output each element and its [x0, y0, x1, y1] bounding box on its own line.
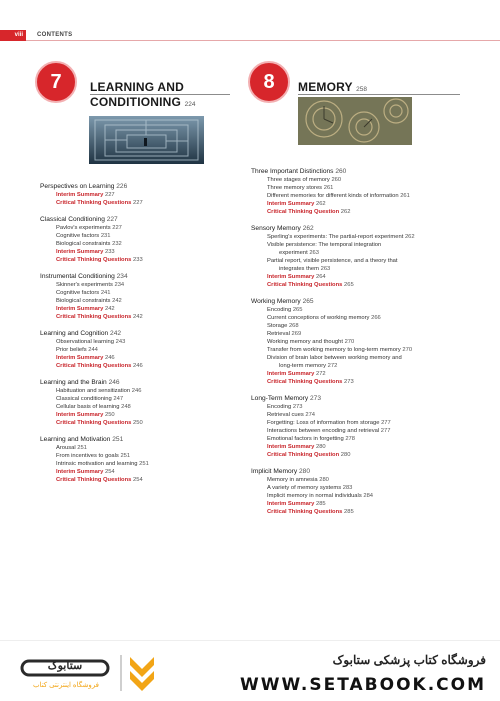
- entry-text: Visible persistence: The temporal integration: [267, 242, 382, 248]
- entry-page: 266: [371, 315, 381, 321]
- entry-page: 251: [77, 445, 87, 451]
- entry-text: Prior beliefs: [56, 347, 87, 353]
- toc-entry[interactable]: [40, 444, 230, 452]
- entry-text: Memory in amnesia: [267, 477, 318, 483]
- toc-entry[interactable]: [251, 346, 481, 354]
- entry-text: Critical Thinking Questions: [267, 509, 343, 515]
- toc-entry[interactable]: [251, 306, 481, 314]
- toc-entry-continuation[interactable]: [251, 265, 481, 273]
- section-title: Learning and Cognition: [40, 330, 109, 337]
- entry-text: Division of brain labor between working memory and: [267, 355, 402, 361]
- toc-entry[interactable]: [251, 233, 481, 241]
- chapter-title-line2: CONDITIONING: [90, 95, 182, 109]
- entry-text: Critical Thinking Questions: [56, 420, 132, 426]
- section-heading[interactable]: [40, 182, 230, 191]
- entry-page: 284: [363, 493, 374, 499]
- entry-text: Interim Summary: [56, 249, 104, 255]
- entry-text: A variety of memory systems: [267, 485, 342, 491]
- entry-text: experiment: [279, 250, 308, 256]
- toc-entry[interactable]: [251, 427, 481, 435]
- entry-text: Interim Summary: [56, 355, 104, 361]
- entry-text: Retrieval cues: [267, 412, 304, 418]
- entry-page: 273: [344, 379, 354, 385]
- entry-page: 277: [381, 420, 391, 426]
- toc-entry[interactable]: [251, 419, 481, 427]
- chapter-page: 224: [184, 101, 196, 108]
- entry-text: Encoding: [267, 404, 292, 410]
- interim-summary-entry[interactable]: [251, 500, 481, 508]
- toc-entry-continuation[interactable]: [251, 362, 481, 370]
- toc-entry[interactable]: [251, 184, 481, 192]
- section-page: 227: [106, 216, 118, 223]
- toc-entry-continuation[interactable]: [251, 249, 481, 257]
- toc-entry[interactable]: [40, 240, 230, 248]
- entry-page: 283: [342, 485, 353, 491]
- section-title: Instrumental Conditioning: [40, 273, 115, 280]
- entry-page: 270: [402, 347, 413, 353]
- toc-entry[interactable]: [40, 452, 230, 460]
- entry-text: Interim Summary: [267, 201, 315, 207]
- entry-text: Critical Thinking Questions: [267, 379, 343, 385]
- entry-page: 246: [131, 388, 142, 394]
- entry-page: 251: [139, 461, 149, 467]
- toc-entry[interactable]: [40, 403, 230, 411]
- section-heading[interactable]: [40, 329, 230, 338]
- entry-page: 261: [323, 185, 334, 191]
- setabook-logo: [8, 651, 158, 695]
- entry-page: 277: [380, 428, 391, 434]
- entry-page: 264: [315, 274, 326, 280]
- section-title: Classical Conditioning: [40, 216, 105, 223]
- entry-text: Interim Summary: [56, 469, 104, 475]
- entry-text: Arousal: [56, 445, 76, 451]
- running-head: CONTENTS: [37, 32, 73, 38]
- entry-text: Critical Thinking Question: [267, 452, 340, 458]
- entry-page: 233: [133, 257, 143, 263]
- interim-summary-entry[interactable]: [40, 468, 230, 476]
- entry-page: 241: [100, 290, 111, 296]
- entry-text: Current conceptions of working memory: [267, 315, 370, 321]
- entry-page: 263: [309, 250, 319, 256]
- entry-text: Three memory stores: [267, 185, 323, 191]
- entry-page: 243: [115, 339, 126, 345]
- entry-page: 285: [315, 501, 326, 507]
- entry-text: Sperling's experiments: The partial-report experiment: [267, 234, 404, 240]
- entry-text: Skinner's experiments: [56, 282, 113, 288]
- section-page: 246: [108, 379, 120, 386]
- interim-summary-entry[interactable]: [40, 191, 230, 199]
- toc-entry[interactable]: [40, 224, 230, 232]
- entry-page: 265: [344, 282, 354, 288]
- section-heading[interactable]: [251, 224, 481, 233]
- entry-page: 265: [292, 307, 303, 313]
- entry-page: 232: [112, 241, 122, 247]
- interim-summary-entry[interactable]: [40, 411, 230, 419]
- entry-page: 242: [104, 306, 115, 312]
- section-page: 242: [110, 330, 122, 337]
- entry-page: 250: [133, 420, 143, 426]
- entry-text: Different memories for different kinds of information: [267, 193, 399, 199]
- entry-text: Storage: [267, 323, 288, 329]
- critical-thinking-entry[interactable]: [251, 508, 481, 516]
- section-title: Implicit Memory: [251, 468, 298, 475]
- entry-page: 270: [344, 339, 355, 345]
- critical-thinking-entry[interactable]: [40, 476, 230, 484]
- entry-page: 244: [88, 347, 98, 353]
- page-header: [0, 30, 500, 44]
- critical-thinking-entry[interactable]: [40, 313, 230, 321]
- entry-text: Three stages of memory: [267, 177, 330, 183]
- entry-page: 250: [104, 412, 115, 418]
- toc-entry[interactable]: [40, 338, 230, 346]
- section-page: 273: [310, 395, 322, 402]
- toc-entry[interactable]: [40, 460, 230, 468]
- entry-page: 278: [345, 436, 355, 442]
- chapter-title-line1: MEMORY: [298, 80, 353, 94]
- entry-text: Interactions between encoding and retrieval: [267, 428, 380, 434]
- section-page: 260: [335, 168, 347, 175]
- entry-text: Intrinsic motivation and learning: [56, 461, 138, 467]
- entry-page: 269: [291, 331, 302, 337]
- toc-entry[interactable]: [251, 338, 481, 346]
- entry-text: Encoding: [267, 307, 292, 313]
- entry-text: Classical conditioning: [56, 396, 112, 402]
- entry-page: 272: [327, 363, 338, 369]
- section-page: 265: [302, 298, 314, 305]
- entry-text: Implicit memory in normal individuals: [267, 493, 362, 499]
- entry-page: 261: [400, 193, 410, 199]
- header-rule: [26, 40, 500, 41]
- toc-entry[interactable]: [40, 346, 230, 354]
- clockwork-photo: [298, 97, 412, 145]
- entry-text: Emotional factors in forgetting: [267, 436, 344, 442]
- section-heading[interactable]: [40, 435, 230, 444]
- entry-text: Observational learning: [56, 339, 115, 345]
- entry-text: Biological constraints: [56, 241, 111, 247]
- chapter-rule: [90, 94, 230, 95]
- entry-page: 254: [133, 477, 143, 483]
- entry-text: Cellular basis of learning: [56, 404, 120, 410]
- logo-subtext: فروشگاه اینترنتی کتاب: [32, 682, 100, 689]
- critical-thinking-entry[interactable]: [40, 419, 230, 427]
- entry-text: Habituation and sensitization: [56, 388, 131, 394]
- toc-entry[interactable]: [251, 322, 481, 330]
- entry-page: 242: [112, 298, 122, 304]
- section-heading[interactable]: [40, 272, 230, 281]
- toc-entry[interactable]: [40, 387, 230, 395]
- entry-page: 246: [104, 355, 115, 361]
- interim-summary-entry[interactable]: [251, 200, 481, 208]
- entry-text: Interim Summary: [267, 444, 315, 450]
- section-title: Three Important Distinctions: [251, 168, 334, 175]
- entry-page: 227: [133, 200, 143, 206]
- entry-page: 251: [120, 453, 131, 459]
- toc-entry[interactable]: [40, 289, 230, 297]
- toc-entry[interactable]: [40, 297, 230, 305]
- section-title: Working Memory: [251, 298, 301, 305]
- toc-entry[interactable]: [40, 232, 230, 240]
- entry-text: Working memory and thought: [267, 339, 343, 345]
- maze-photo: [89, 116, 204, 164]
- entry-page: 231: [100, 233, 111, 239]
- entry-text: Biological constraints: [56, 298, 111, 304]
- entry-page: 262: [315, 201, 326, 207]
- section-heading[interactable]: [251, 467, 481, 476]
- section-title: Long-Term Memory: [251, 395, 309, 402]
- toc-entry[interactable]: [251, 330, 481, 338]
- logo-text: ستابوک: [47, 660, 83, 672]
- interim-summary-entry[interactable]: [40, 354, 230, 362]
- shop-name: فروشگاه کتاب پزشکی ستابوک: [332, 653, 486, 667]
- entry-page: 262: [404, 234, 415, 240]
- critical-thinking-entry[interactable]: [40, 199, 230, 207]
- chapter-7-title: [90, 80, 195, 112]
- entry-page: 262: [340, 209, 351, 215]
- interim-summary-entry[interactable]: [251, 273, 481, 281]
- critical-thinking-entry[interactable]: [251, 451, 481, 459]
- toc-entry[interactable]: [251, 176, 481, 184]
- website-link[interactable]: WWW.SETABOOK.COM: [240, 675, 486, 695]
- toc-entry[interactable]: [251, 484, 481, 492]
- entry-page: 227: [104, 192, 115, 198]
- store-banner: [0, 640, 500, 701]
- entry-page: 260: [331, 177, 342, 183]
- critical-thinking-entry[interactable]: [251, 378, 481, 386]
- section-heading[interactable]: [40, 215, 230, 224]
- entry-text: From incentives to goals: [56, 453, 119, 459]
- entry-text: Interim Summary: [267, 371, 315, 377]
- toc-entry[interactable]: [251, 492, 481, 500]
- entry-page: 227: [112, 225, 122, 231]
- entry-text: Cognitive factors: [56, 233, 100, 239]
- section-page: 226: [116, 183, 128, 190]
- interim-summary-entry[interactable]: [251, 370, 481, 378]
- entry-text: Critical Thinking Questions: [56, 200, 132, 206]
- entry-page: 248: [121, 404, 131, 410]
- section-heading[interactable]: [40, 378, 230, 387]
- entry-text: Critical Thinking Questions: [56, 314, 132, 320]
- entry-page: 280: [315, 444, 326, 450]
- section-title: Perspectives on Learning: [40, 183, 115, 190]
- toc-entry[interactable]: [251, 476, 481, 484]
- entry-text: Critical Thinking Questions: [56, 477, 132, 483]
- entry-text: Partial report, visible persistence, and a theory that: [267, 258, 398, 264]
- toc-entry[interactable]: [40, 281, 230, 289]
- entry-text: Interim Summary: [267, 501, 315, 507]
- entry-page: 247: [113, 396, 124, 402]
- toc-entry[interactable]: [251, 403, 481, 411]
- toc-entry[interactable]: [40, 395, 230, 403]
- entry-text: Pavlov's experiments: [56, 225, 111, 231]
- entry-text: Critical Thinking Questions: [56, 363, 132, 369]
- chapter-number: 7: [50, 71, 62, 93]
- entry-page: 273: [292, 404, 303, 410]
- entry-text: Interim Summary: [267, 274, 315, 280]
- entry-page: 234: [114, 282, 125, 288]
- entry-page: 246: [133, 363, 143, 369]
- entry-page: 233: [104, 249, 115, 255]
- entry-text: Cognitive factors: [56, 290, 100, 296]
- toc-entry[interactable]: [251, 192, 481, 200]
- toc-entry[interactable]: [251, 314, 481, 322]
- toc-entry[interactable]: [251, 435, 481, 443]
- entry-text: Transfer from working memory to long-term memory: [267, 347, 401, 353]
- entry-text: long-term memory: [279, 363, 327, 369]
- entry-page: 280: [340, 452, 351, 458]
- chapter-7-badge: [35, 61, 77, 103]
- section-heading[interactable]: [251, 167, 481, 176]
- interim-summary-entry[interactable]: [40, 305, 230, 313]
- entry-text: integrates them: [279, 266, 319, 272]
- section-heading[interactable]: [251, 394, 481, 403]
- critical-thinking-entry[interactable]: [40, 256, 230, 264]
- toc-entry[interactable]: [251, 411, 481, 419]
- critical-thinking-entry[interactable]: [251, 281, 481, 289]
- chapter-number: 8: [263, 71, 275, 93]
- entry-page: 263: [320, 266, 331, 272]
- chapter-8-badge: [248, 61, 290, 103]
- section-heading[interactable]: [251, 297, 481, 306]
- section-page: 234: [116, 273, 128, 280]
- chapter-rule: [298, 94, 460, 95]
- chapter-title-line1: LEARNING AND: [90, 80, 184, 94]
- toc-entry[interactable]: [251, 354, 481, 362]
- chapter-7-contents: [40, 182, 230, 484]
- entry-text: Retrieval: [267, 331, 290, 337]
- section-page: 251: [112, 436, 124, 443]
- entry-text: Interim Summary: [56, 192, 104, 198]
- critical-thinking-entry[interactable]: [40, 362, 230, 370]
- entry-text: Interim Summary: [56, 412, 104, 418]
- entry-text: Critical Thinking Question: [267, 209, 340, 215]
- entry-page: 254: [104, 469, 115, 475]
- chapter-page: 258: [356, 86, 367, 93]
- entry-page: 280: [319, 477, 329, 483]
- chapter-8-contents: [251, 167, 481, 516]
- interim-summary-entry[interactable]: [40, 248, 230, 256]
- entry-text: Critical Thinking Questions: [267, 282, 343, 288]
- section-page: 262: [302, 225, 314, 232]
- page-number: viii: [0, 30, 26, 41]
- entry-text: Critical Thinking Questions: [56, 257, 132, 263]
- section-title: Sensory Memory: [251, 225, 301, 232]
- entry-page: 274: [305, 412, 316, 418]
- section-page: 280: [299, 468, 311, 475]
- entry-page: 242: [133, 314, 143, 320]
- entry-page: 285: [344, 509, 354, 515]
- entry-text: Forgetting: Loss of information from storage: [267, 420, 380, 426]
- section-title: Learning and the Brain: [40, 379, 107, 386]
- entry-page: 268: [288, 323, 299, 329]
- toc-entry[interactable]: [251, 257, 481, 265]
- entry-text: Interim Summary: [56, 306, 104, 312]
- toc-entry[interactable]: [251, 241, 481, 249]
- entry-page: 272: [315, 371, 326, 377]
- interim-summary-entry[interactable]: [251, 443, 481, 451]
- critical-thinking-entry[interactable]: [251, 208, 481, 216]
- section-title: Learning and Motivation: [40, 436, 111, 443]
